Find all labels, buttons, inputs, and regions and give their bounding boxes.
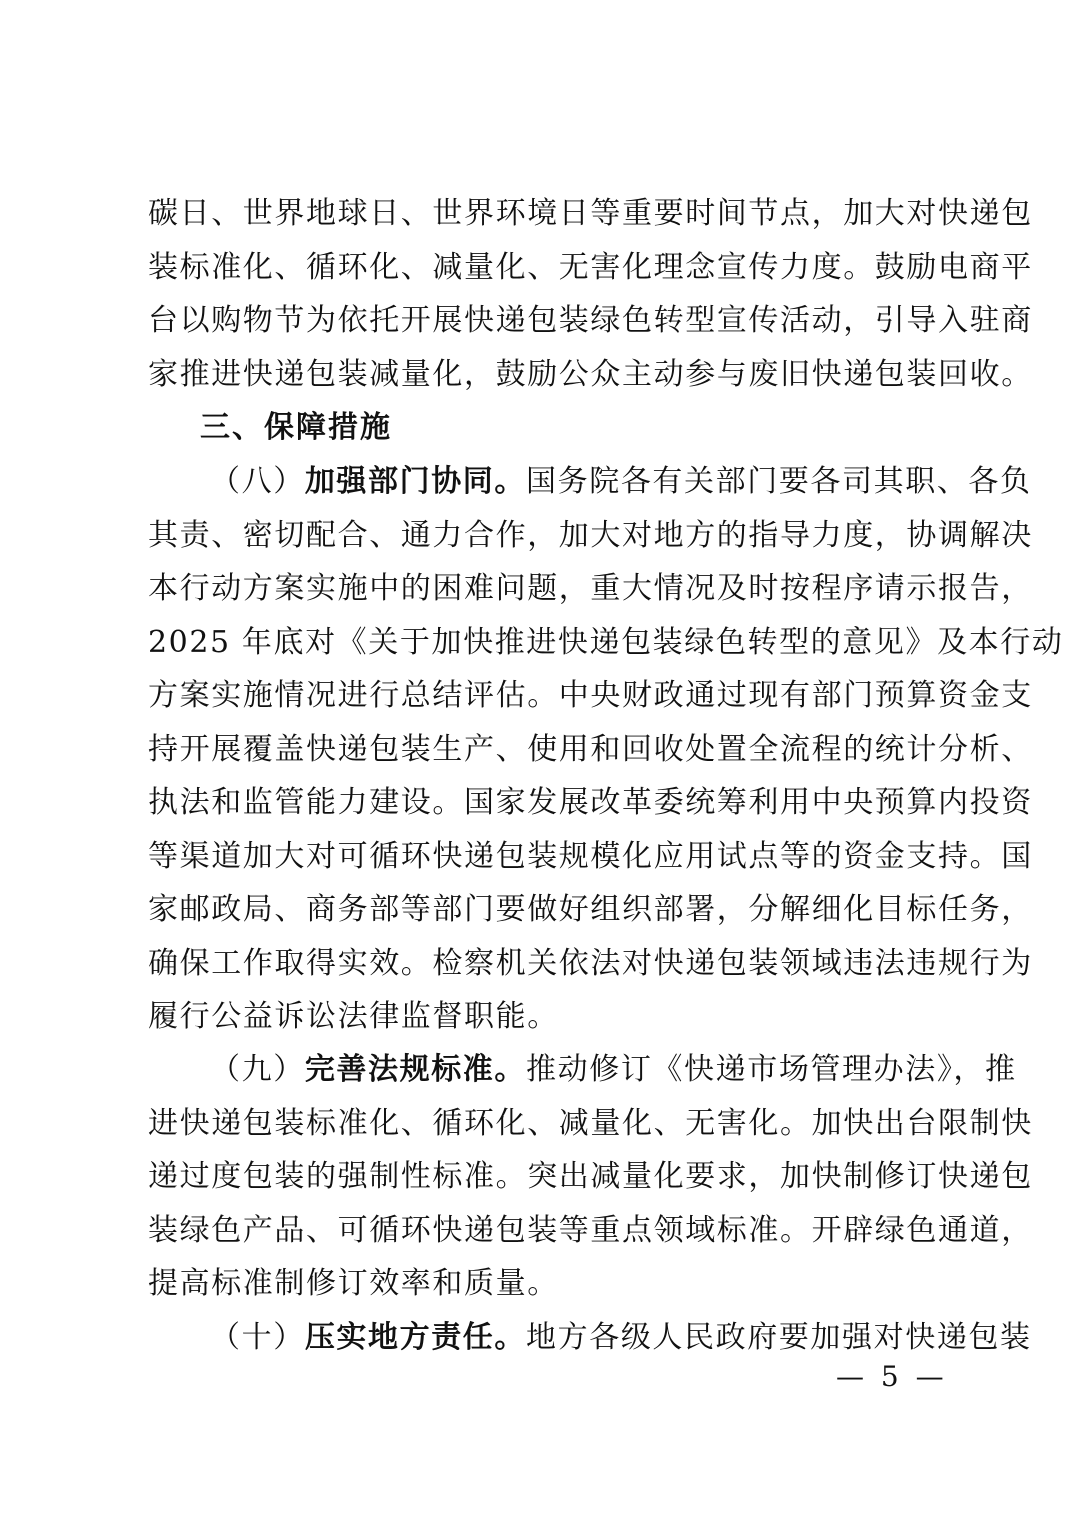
text-line: 装标准化、循环化、减量化、无害化理念宣传力度。鼓励电商平: [148, 249, 1033, 285]
paragraph-item-9: [148, 1043, 1033, 1311]
paragraph-first-line: [148, 455, 1032, 509]
paragraph-first-line: [148, 1043, 1017, 1097]
text-line: 持开展覆盖快递包装生产、使用和回收处置全流程的统计分析、: [148, 731, 1033, 767]
text-line: 递过度包装的强制性标准。突出减量化要求，加快制修订快递包: [148, 1159, 1033, 1194]
item-title: 压实地方责任。: [304, 1320, 527, 1355]
paragraph-first-line: [148, 1311, 1032, 1365]
text-line: 等渠道加大对可循环快递包装规模化应用试点等的资金支持。国: [148, 838, 1033, 874]
item-title: 完善法规标准。: [304, 1052, 527, 1087]
item-label: （八）: [210, 464, 305, 499]
text-line: 碳日、世界地球日、世界环境日等重要时间节点，加大对快递包: [148, 196, 1033, 231]
text-line: 进快递包装标准化、循环化、减量化、无害化。加快出台限制快: [148, 1105, 1033, 1141]
item-label: （十）: [210, 1320, 305, 1355]
text-line: 2025 年底对《关于加快推进快递包装绿色转型的意见》及本行动: [148, 624, 1064, 660]
text-line: 确保工作取得实效。检察机关依法对快递包装领域违法违规行为: [148, 945, 1033, 981]
paragraph-item-8: [148, 455, 1064, 1044]
item-label: （九）: [210, 1052, 305, 1087]
paragraph-top: [148, 187, 1033, 401]
item-title: 加强部门协同。: [304, 464, 527, 499]
text-line: 执法和监管能力建设。国家发展改革委统筹利用中央预算内投资: [148, 785, 1033, 820]
text-line: 履行公益诉讼法律监督职能。: [148, 999, 559, 1034]
section-heading: 三、保障措施: [200, 410, 392, 445]
item-text: 地方各级人民政府要加强对快递包装: [526, 1320, 1032, 1355]
text-line: 本行动方案实施中的困难问题，重大情况及时按程序请示报告，: [148, 571, 1033, 606]
text-line: 台以购物节为依托开展快递包装绿色转型宣传活动，引导入驻商: [148, 303, 1033, 338]
text-line: 装绿色产品、可循环快递包装等重点领域标准。开辟绿色通道，: [148, 1212, 1033, 1248]
paragraph-item-10: [148, 1311, 1032, 1365]
item-text: 推动修订《快递市场管理办法》，推: [526, 1052, 1017, 1087]
text-line: 提高标准制修订效率和质量。: [148, 1266, 559, 1301]
text-line: 家邮政局、商务部等部门要做好组织部署，分解细化目标任务，: [148, 892, 1033, 927]
text-line: 其责、密切配合、通力合作，加大对地方的指导力度，协调解决: [148, 517, 1033, 553]
text-line: 家推进快递包装减量化，鼓励公众主动参与废旧快递包装回收。: [148, 356, 1033, 392]
page-number: — 5 —: [836, 1360, 948, 1393]
text-line: 方案实施情况进行总结评估。中央财政通过现有部门预算资金支: [148, 678, 1033, 713]
item-text: 国务院各有关部门要各司其职、各负: [526, 464, 1032, 499]
